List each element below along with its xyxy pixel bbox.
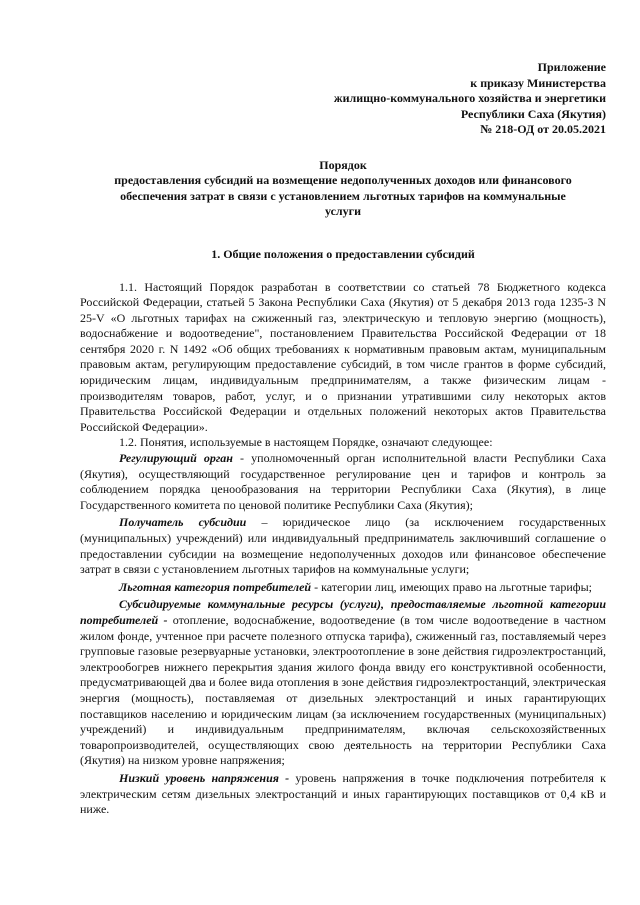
appendix-header [80, 60, 606, 138]
paragraph-1-2: 1.2. Понятия, используемые в настоящем Порядке, означают следующее: [119, 435, 493, 450]
definition-text: уровень напряжения в точке подключения потребителя к электрическим сетям дизельных электростанций и иных гарантирующих поставщиков от 0,4 кВ и ниже. [80, 770, 606, 817]
appendix-label: Приложение [537, 60, 606, 74]
definition-text: – юридическое лицо (за исключением государственных (муниципальных) учреждений) или индивидуальный предприниматель заключивший соглашение о предоставлении субсидии на возмещение недополученных доходов или финансовое обеспечение затрат в связи с установлением льготных тарифов на коммунальные услуги; [80, 515, 606, 577]
definition-text: отопление, водоснабжение, водоотведение (в том числе водоотведение в частном жилом фонде, учтенное при расчете полезного отпуска тарифа), сжиженный газ, поставляемый через групповые газовые резервуарные установки, электроотопление в зоне действия гидроэлектростанций, электрообогрев нижнего перекрытия здания жилого фонда ввиду его конструктивной особенности, предусматривающей два и более вида отопления в зоне действия гидроэлектростанций, электрическая энергия (мощность), поставляемая от дизельных электростанций и иных гарантирующих поставщиков населению и юридическим лицам (за исключением государственных (муниципальных) учреждений) и индивидуальным предпринимателям, включая сельскохозяйственных товаропроизводителей, осуществляющих свою деятельность на территории Республики Саха (Якутия) на низком уровне напряжения; [80, 612, 607, 768]
order-reference: к приказу Министерства [470, 75, 606, 90]
order-number-date: № 218-ОД от 20.05.2021 [480, 122, 606, 136]
definition-subsidy-recipient [80, 515, 606, 577]
title-line-3: услуги [324, 204, 362, 218]
definition-subsidized-resources [80, 597, 606, 769]
republic-name: Республики Саха (Якутия) [460, 106, 606, 121]
document-title [80, 158, 606, 220]
section-heading: 1. Общие положения о предоставлении субсидий [211, 246, 475, 261]
definition-preferential-category [80, 580, 606, 596]
ministry-name: жилищно-коммунального хозяйства и энергетики [333, 91, 606, 105]
paragraph-1-1: 1.1. Настоящий Порядок разработан в соответствии со статьей 78 Бюджетного кодекса Российской Федерации, статьей 5 Закона Республики Саха (Якутия) от 5 декабря 2013 года 1235-З N 25-V «О льготных тарифах на сжиженный газ, электрическую и тепловую энергию (мощность), водоснабжение и водоотведение", постановлением Правительства Российской Федерации от 18 сентября 2020 г. N 1492 «Об общих требованиях к нормативным правовым актам, муниципальным правовым актам, регулирующим предоставление субсидий, в том числе грантов в форме субсидий, юридическим лицам, индивидуальным предпринимателям, а также физическим лицам - производителям товаров, работ, услуг, и о признании утратившими силу некоторых актов Правительства Российской Федерации и отдельных положений некоторых актов Правительства Российской Федерации». [80, 279, 606, 434]
definition-text: - категории лиц, имеющих право на льготные тарифы; [311, 579, 592, 594]
title-line-1: предоставления субсидий на возмещение недополученных доходов или финансового [114, 173, 572, 187]
definition-term: Субсидируемые коммунальные ресурсы (услуги), предоставляемые льготной категории потребителей - [80, 597, 606, 627]
document-body [80, 280, 606, 818]
title-heading: Порядок [319, 157, 367, 172]
definition-term: Низкий уровень напряжения - [119, 770, 290, 785]
definition-low-voltage [80, 771, 606, 818]
definition-text: - уполномоченный орган исполнительной власти Республики Саха (Якутия), осуществляющий государственное регулирование цен и тарифов и контроль за соблюдением порядка ценообразования на территории Республики Саха (Якутия), в лице Государственного комитета по ценовой политике Республики Саха (Якутия); [80, 451, 606, 512]
definition-regulating-body [80, 451, 606, 513]
definition-term: Получатель субсидии [119, 515, 247, 530]
title-line-2: обеспечения затрат в связи с установлением льготных тарифов на коммунальные [120, 188, 566, 203]
definition-term: Регулирующий орган [119, 451, 233, 466]
definition-term: Льготная категория потребителей [119, 579, 312, 594]
